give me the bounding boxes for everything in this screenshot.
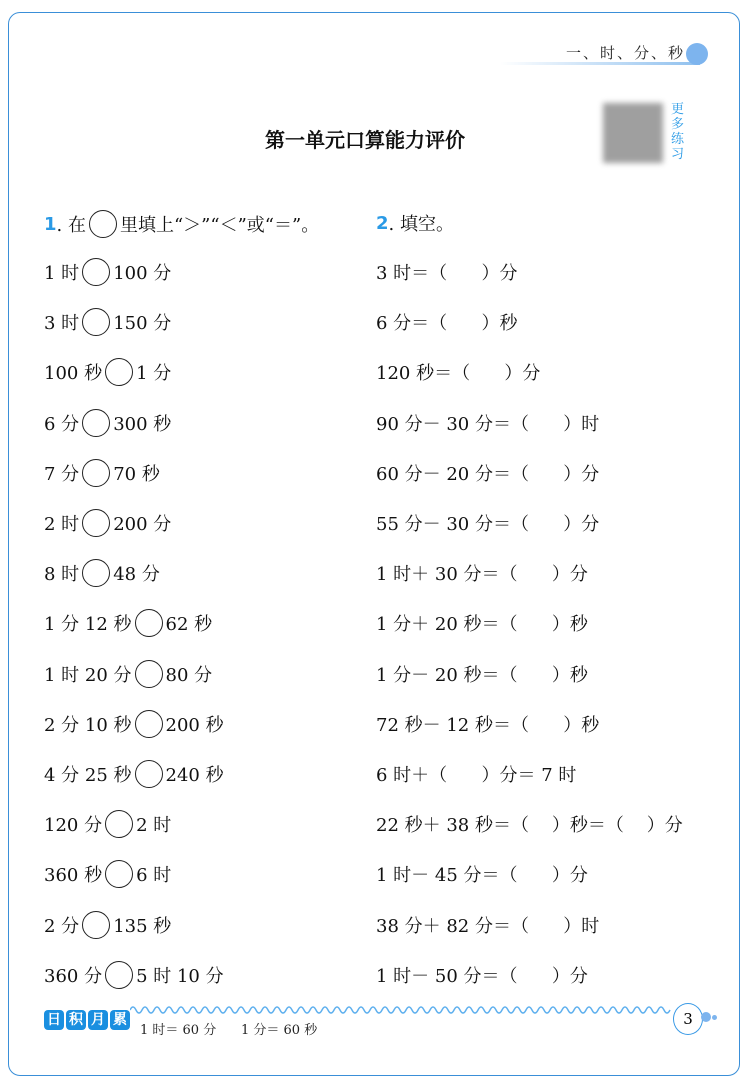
answer-circle-icon[interactable] [135, 609, 163, 637]
compare-item [44, 257, 171, 287]
fill-blank-item [376, 508, 599, 538]
question-2-heading [376, 210, 454, 236]
page-title: 第一单元口算能力评价 [265, 128, 465, 152]
left-quantity: 3 时 [44, 313, 80, 335]
right-quantity: 200 秒 [165, 714, 224, 736]
left-quantity: 7 分 [44, 463, 80, 485]
answer-circle-icon[interactable] [135, 760, 163, 788]
fill-blank-item [376, 960, 588, 990]
fill-blank-item [376, 759, 576, 789]
compare-item [44, 859, 171, 889]
tag-char: 日 [44, 1010, 64, 1030]
fill-blank-item [376, 257, 518, 287]
compare-item [44, 508, 171, 538]
answer-circle-icon[interactable] [82, 459, 110, 487]
compare-item [44, 910, 171, 940]
right-quantity: 240 秒 [165, 765, 224, 786]
header-dot [686, 43, 708, 65]
right-quantity: 2 时 [136, 815, 172, 837]
fill-blank-text: 60 分－ 20 分＝（ ）分 [376, 463, 600, 485]
answer-circle-icon[interactable] [82, 409, 110, 437]
answer-circle-icon [89, 210, 117, 238]
question-1-heading [44, 210, 319, 238]
answer-circle-icon[interactable] [105, 810, 133, 838]
fill-blank-text: 1 分＋ 20 秒＝（ ）秒 [376, 614, 588, 636]
right-quantity: 1 分 [136, 363, 172, 385]
right-quantity: 135 秒 [113, 915, 172, 937]
answer-circle-icon[interactable] [82, 559, 110, 587]
right-quantity: 80 分 [165, 664, 213, 686]
fill-blank-item [376, 910, 599, 940]
right-quantity: 6 时 [136, 865, 172, 887]
fill-blank-item [376, 809, 683, 839]
question-text: 里填上“＞”“＜”或“＝”。 [119, 215, 320, 236]
fill-blank-text: 6 分＝（ ）秒 [376, 313, 518, 335]
answer-circle-icon[interactable] [105, 961, 133, 989]
wave-divider [130, 1004, 672, 1016]
right-quantity: 100 分 [113, 263, 172, 284]
left-quantity: 1 时 [44, 263, 80, 284]
left-quantity: 360 秒 [44, 865, 103, 887]
compare-item [44, 408, 171, 438]
unit-facts: 1 时＝ 60 分 1 分＝ 60 秒 [140, 1023, 318, 1038]
compare-item [44, 608, 212, 638]
daily-accumulation-tag [44, 1010, 130, 1030]
fill-blank-item [376, 709, 599, 739]
fill-blank-text: 3 时＝（ ）分 [376, 263, 518, 284]
qr-code[interactable] [603, 103, 663, 163]
compare-item [44, 659, 212, 689]
answer-circle-icon[interactable] [82, 308, 110, 336]
tag-char: 积 [66, 1010, 86, 1030]
fill-blank-text: 1 分－ 20 秒＝（ ）秒 [376, 664, 588, 686]
fill-blank-text: 38 分＋ 82 分＝（ ）时 [376, 915, 600, 937]
chapter-title: 一、时、分、秒 [566, 44, 686, 62]
fill-blank-item [376, 357, 540, 387]
compare-item [44, 558, 160, 588]
left-quantity: 120 分 [44, 815, 103, 837]
compare-item [44, 357, 171, 387]
compare-item [44, 709, 224, 739]
left-quantity: 1 分 12 秒 [44, 614, 132, 636]
fill-blank-text: 22 秒＋ 38 秒＝（ ）秒＝（ ）分 [376, 815, 683, 837]
answer-circle-icon[interactable] [105, 860, 133, 888]
answer-circle-icon[interactable] [82, 258, 110, 286]
question-text: . 在 [56, 215, 86, 236]
fill-blank-item [376, 458, 599, 488]
answer-circle-icon[interactable] [82, 509, 110, 537]
left-quantity: 8 时 [44, 564, 80, 586]
right-quantity: 62 秒 [165, 614, 213, 636]
fill-blank-text: 55 分－ 30 分＝（ ）分 [376, 514, 600, 535]
fill-blank-item [376, 408, 599, 438]
fill-blank-text: 6 时＋（ ）分＝ 7 时 [376, 765, 577, 786]
left-quantity: 360 分 [44, 965, 103, 987]
right-quantity: 48 分 [113, 564, 160, 586]
question-number: 2 [376, 212, 389, 234]
fill-blank-text: 90 分－ 30 分＝（ ）时 [376, 413, 600, 435]
fill-blank-item [376, 608, 588, 638]
fill-blank-text: 120 秒＝（ ）分 [376, 363, 541, 385]
right-quantity: 5 时 10 分 [136, 965, 224, 987]
tag-char: 月 [88, 1010, 108, 1030]
left-quantity: 4 分 25 秒 [44, 765, 132, 786]
fill-blank-item [376, 307, 518, 337]
left-quantity: 2 分 10 秒 [44, 714, 132, 736]
page-number: 3 [673, 1003, 703, 1035]
answer-circle-icon[interactable] [135, 710, 163, 738]
question-number: 1 [44, 213, 57, 235]
fill-blank-item [376, 659, 588, 689]
fill-blank-item [376, 558, 588, 588]
left-quantity: 100 秒 [44, 363, 103, 385]
question-text: . 填空。 [388, 214, 454, 235]
tag-char: 累 [110, 1010, 130, 1030]
compare-item [44, 960, 224, 990]
fill-blank-text: 72 秒－ 12 秒＝（ ）秒 [376, 714, 600, 736]
left-quantity: 2 时 [44, 514, 80, 535]
compare-item [44, 759, 224, 789]
compare-item [44, 458, 160, 488]
right-quantity: 200 分 [113, 514, 172, 535]
compare-item [44, 809, 171, 839]
page-dot [701, 1012, 711, 1022]
right-quantity: 150 分 [113, 313, 172, 335]
right-quantity: 70 秒 [113, 463, 160, 485]
fill-blank-text: 1 时－ 45 分＝（ ）分 [376, 865, 588, 887]
fill-blank-text: 1 时＋ 30 分＝（ ）分 [376, 564, 588, 586]
left-quantity: 2 分 [44, 915, 80, 937]
left-quantity: 1 时 20 分 [44, 664, 132, 686]
left-quantity: 6 分 [44, 413, 80, 435]
answer-circle-icon[interactable] [135, 660, 163, 688]
compare-item [44, 307, 171, 337]
right-quantity: 300 秒 [113, 413, 172, 435]
page-dot [712, 1015, 717, 1020]
answer-circle-icon[interactable] [82, 911, 110, 939]
fill-blank-text: 1 时－ 50 分＝（ ）分 [376, 965, 588, 987]
answer-circle-icon[interactable] [105, 358, 133, 386]
more-practice-label: 更多练习 [671, 102, 685, 162]
fill-blank-item [376, 859, 588, 889]
